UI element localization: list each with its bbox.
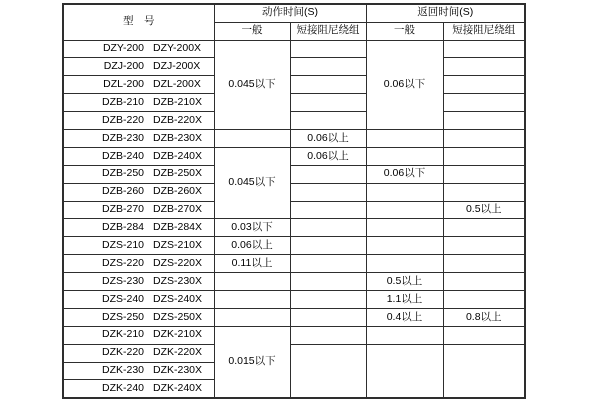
table-row bbox=[63, 40, 525, 58]
model-name: DZB-260X bbox=[153, 185, 203, 198]
model-name: DZJ-200X bbox=[153, 60, 201, 73]
ret-damping-cell bbox=[443, 94, 525, 112]
model-cell bbox=[63, 273, 214, 291]
model-name: DZB-284X bbox=[153, 221, 203, 234]
ret-general-cell bbox=[366, 237, 443, 255]
act-damping-cell bbox=[290, 201, 366, 219]
act-damping-cell bbox=[290, 308, 366, 326]
model-name: DZS-250 bbox=[101, 310, 144, 323]
act-general-cell: 0.045以下 bbox=[214, 147, 290, 219]
table-row bbox=[63, 344, 525, 362]
model-name: DZB-210 bbox=[101, 95, 144, 108]
model-name: DZL-200 bbox=[103, 77, 144, 90]
ret-general-cell bbox=[366, 183, 443, 201]
model-cell bbox=[63, 94, 214, 112]
model-name: DZJ-200 bbox=[103, 60, 144, 73]
model-cell bbox=[63, 255, 214, 273]
model-name: DZB-260 bbox=[101, 185, 144, 198]
ret-damping-cell bbox=[443, 76, 525, 94]
header-act-damping: 短接阻尼绕组 bbox=[290, 22, 366, 40]
act-damping-cell bbox=[290, 344, 366, 398]
model-name: DZK-220X bbox=[153, 346, 203, 359]
ret-damping-cell bbox=[443, 273, 525, 291]
act-damping-cell bbox=[290, 255, 366, 273]
ret-general-cell bbox=[366, 129, 443, 147]
model-name: DZB-284 bbox=[101, 221, 144, 234]
ret-damping-cell bbox=[443, 129, 525, 147]
act-damping-cell bbox=[290, 58, 366, 76]
model-name: DZB-220 bbox=[101, 113, 144, 126]
model-name: DZS-210X bbox=[153, 238, 203, 251]
table-row bbox=[63, 219, 525, 237]
model-name: DZS-240 bbox=[101, 292, 144, 305]
table-row bbox=[63, 201, 525, 219]
model-name: DZS-240X bbox=[153, 292, 203, 305]
act-damping-cell bbox=[290, 219, 366, 237]
ret-general-cell bbox=[366, 219, 443, 237]
model-name: DZS-220 bbox=[101, 256, 144, 269]
act-damping-cell bbox=[290, 76, 366, 94]
model-name: DZB-220X bbox=[153, 113, 203, 126]
header-action-time: 动作时间(S) bbox=[214, 4, 366, 22]
table-row bbox=[63, 326, 525, 344]
act-damping-cell bbox=[290, 112, 366, 130]
table-row bbox=[63, 237, 525, 255]
model-cell bbox=[63, 290, 214, 308]
model-name: DZK-240X bbox=[153, 381, 203, 394]
act-damping-cell bbox=[290, 94, 366, 112]
model-cell bbox=[63, 58, 214, 76]
model-name: DZK-230X bbox=[153, 364, 203, 377]
header-return-time: 返回时间(S) bbox=[366, 4, 525, 22]
ret-damping-cell bbox=[443, 255, 525, 273]
model-cell bbox=[63, 308, 214, 326]
ret-damping-cell bbox=[443, 344, 525, 398]
ret-damping-cell: 0.5以上 bbox=[443, 201, 525, 219]
model-name: DZY-200 bbox=[102, 42, 144, 55]
spec-table bbox=[62, 3, 526, 399]
table-row bbox=[63, 183, 525, 201]
ret-general-cell: 1.1以上 bbox=[366, 290, 443, 308]
model-name: DZB-240X bbox=[153, 149, 203, 162]
model-cell bbox=[63, 380, 214, 398]
model-cell bbox=[63, 165, 214, 183]
model-name: DZY-200X bbox=[153, 42, 202, 55]
act-damping-cell bbox=[290, 326, 366, 344]
header-act-general: 一般 bbox=[214, 22, 290, 40]
model-cell bbox=[63, 129, 214, 147]
table-row bbox=[63, 94, 525, 112]
act-general-cell bbox=[214, 129, 290, 147]
ret-damping-cell bbox=[443, 219, 525, 237]
model-name: DZB-250X bbox=[153, 167, 203, 180]
ret-damping-cell bbox=[443, 183, 525, 201]
act-damping-cell bbox=[290, 183, 366, 201]
model-cell bbox=[63, 183, 214, 201]
header-ret-general: 一般 bbox=[366, 22, 443, 40]
act-general-cell: 0.03以下 bbox=[214, 219, 290, 237]
model-name: DZK-230 bbox=[101, 364, 144, 377]
act-damping-cell bbox=[290, 290, 366, 308]
table-row bbox=[63, 112, 525, 130]
ret-damping-cell bbox=[443, 326, 525, 344]
ret-general-cell: 0.06以下 bbox=[366, 40, 443, 129]
model-cell bbox=[63, 201, 214, 219]
ret-general-cell bbox=[366, 326, 443, 344]
model-name: DZK-210X bbox=[153, 328, 203, 341]
act-general-cell: 0.015以下 bbox=[214, 326, 290, 398]
table-row bbox=[63, 76, 525, 94]
model-cell bbox=[63, 237, 214, 255]
table-row bbox=[63, 290, 525, 308]
model-name: DZK-240 bbox=[101, 381, 144, 394]
model-name: DZL-200X bbox=[153, 77, 201, 90]
ret-general-cell: 0.4以上 bbox=[366, 308, 443, 326]
ret-damping-cell: 0.8以上 bbox=[443, 308, 525, 326]
ret-general-cell: 0.5以上 bbox=[366, 273, 443, 291]
act-damping-cell bbox=[290, 237, 366, 255]
table-row bbox=[63, 308, 525, 326]
model-cell bbox=[63, 344, 214, 362]
model-name: DZS-230 bbox=[101, 274, 144, 287]
table-row bbox=[63, 165, 525, 183]
model-name: DZB-270 bbox=[101, 203, 144, 216]
act-damping-cell: 0.06以上 bbox=[290, 129, 366, 147]
act-damping-cell bbox=[290, 273, 366, 291]
act-general-cell bbox=[214, 273, 290, 291]
model-name: DZS-230X bbox=[153, 274, 203, 287]
model-name: DZB-230 bbox=[101, 131, 144, 144]
table-row bbox=[63, 273, 525, 291]
model-cell bbox=[63, 362, 214, 380]
model-name: DZB-270X bbox=[153, 203, 203, 216]
model-name: DZB-250 bbox=[101, 167, 144, 180]
ret-damping-cell bbox=[443, 290, 525, 308]
model-name: DZS-220X bbox=[153, 256, 203, 269]
model-name: DZS-210 bbox=[101, 238, 144, 251]
table-row bbox=[63, 58, 525, 76]
act-damping-cell: 0.06以上 bbox=[290, 147, 366, 165]
table-row bbox=[63, 255, 525, 273]
act-general-cell bbox=[214, 308, 290, 326]
ret-general-cell bbox=[366, 201, 443, 219]
ret-general-cell bbox=[366, 255, 443, 273]
table-row bbox=[63, 129, 525, 147]
model-name: DZB-230X bbox=[153, 131, 203, 144]
model-name: DZS-250X bbox=[153, 310, 203, 323]
ret-damping-cell bbox=[443, 237, 525, 255]
ret-general-cell bbox=[366, 147, 443, 165]
table-row bbox=[63, 147, 525, 165]
header-row-1 bbox=[63, 4, 525, 22]
model-name: DZB-210X bbox=[153, 95, 203, 108]
spec-table-container bbox=[62, 3, 526, 399]
act-damping-cell bbox=[290, 40, 366, 58]
act-general-cell: 0.11以上 bbox=[214, 255, 290, 273]
header-ret-damping: 短接阻尼绕组 bbox=[443, 22, 525, 40]
ret-general-cell: 0.06以下 bbox=[366, 165, 443, 183]
table-header bbox=[63, 4, 525, 40]
ret-damping-cell bbox=[443, 147, 525, 165]
ret-damping-cell bbox=[443, 40, 525, 58]
ret-damping-cell bbox=[443, 165, 525, 183]
model-cell bbox=[63, 219, 214, 237]
model-cell bbox=[63, 76, 214, 94]
model-cell bbox=[63, 326, 214, 344]
model-name: DZK-220 bbox=[101, 346, 144, 359]
act-general-cell: 0.06以上 bbox=[214, 237, 290, 255]
ret-general-cell bbox=[366, 344, 443, 398]
ret-damping-cell bbox=[443, 58, 525, 76]
act-damping-cell bbox=[290, 165, 366, 183]
model-name: DZB-240 bbox=[101, 149, 144, 162]
model-name: DZK-210 bbox=[101, 328, 144, 341]
header-model: 型 号 bbox=[63, 4, 214, 40]
act-general-cell: 0.045以下 bbox=[214, 40, 290, 129]
model-cell bbox=[63, 147, 214, 165]
spec-table-body bbox=[63, 40, 525, 398]
act-general-cell bbox=[214, 290, 290, 308]
model-cell bbox=[63, 112, 214, 130]
model-cell bbox=[63, 40, 214, 58]
ret-damping-cell bbox=[443, 112, 525, 130]
